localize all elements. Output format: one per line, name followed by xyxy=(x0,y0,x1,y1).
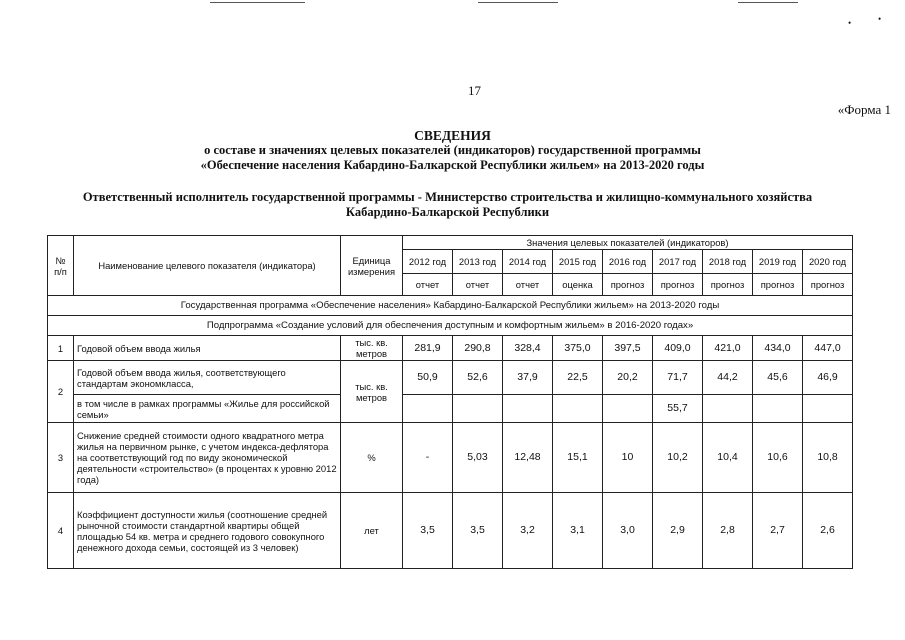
indicators-table xyxy=(47,235,853,569)
row-sub-value xyxy=(453,395,503,423)
row-value: 447,0 xyxy=(803,336,853,361)
row-value: 281,9 xyxy=(403,336,453,361)
header-year: 2017 год xyxy=(653,250,703,274)
scan-artifact-line xyxy=(478,2,558,3)
row-value: 22,5 xyxy=(553,361,603,395)
title-line-1: о составе и значениях целевых показателей (индикаторов) государственной программы xyxy=(204,143,701,157)
row-value: 50,9 xyxy=(403,361,453,395)
executor-line-1: Ответственный исполнитель государственной программы - Министерство строительства и жилищно-коммунального хозяйства xyxy=(82,190,813,204)
row-value: 45,6 xyxy=(753,361,803,395)
header-year: 2016 год xyxy=(603,250,653,274)
header-status: прогноз xyxy=(803,274,853,296)
row-name: Годовой объем ввода жилья xyxy=(74,336,341,361)
row-sub-value xyxy=(553,395,603,423)
row-value: 71,7 xyxy=(653,361,703,395)
row-sub-value xyxy=(753,395,803,423)
row-unit: лет xyxy=(341,493,403,569)
page-number: 17 xyxy=(468,83,481,98)
row-value: 52,6 xyxy=(453,361,503,395)
row-value: 10,4 xyxy=(703,423,753,493)
table-row xyxy=(48,361,853,395)
row-value: 2,9 xyxy=(653,493,703,569)
row-name: Снижение средней стоимости одного квадратного метра жилья на первичном рынке, с учетом индекса-дефлятора на соответствующий год по виду экономической деятельности «строительство» (в процентах к уровню 2012 года) xyxy=(74,423,341,493)
header-status: прогноз xyxy=(753,274,803,296)
row-value: 10,8 xyxy=(803,423,853,493)
row-num: 3 xyxy=(48,423,74,493)
table-row xyxy=(48,423,853,493)
header-year: 2018 год xyxy=(703,250,753,274)
row-value: 3,0 xyxy=(603,493,653,569)
header-year: 2020 год xyxy=(803,250,853,274)
program-row: Государственная программа «Обеспечение населения» Кабардино-Балкарской Республики жильем» на 2013-2020 годы xyxy=(48,296,853,316)
row-value: 375,0 xyxy=(553,336,603,361)
header-status: отчет xyxy=(453,274,503,296)
row-value: 15,1 xyxy=(553,423,603,493)
row-value: 397,5 xyxy=(603,336,653,361)
row-value: 290,8 xyxy=(453,336,503,361)
row-value: 3,2 xyxy=(503,493,553,569)
row-unit: % xyxy=(341,423,403,493)
row-value: 10,2 xyxy=(653,423,703,493)
row-value: 2,8 xyxy=(703,493,753,569)
scan-artifact-line xyxy=(210,2,305,3)
row-value: 328,4 xyxy=(503,336,553,361)
row-value: 421,0 xyxy=(703,336,753,361)
row-sub-value xyxy=(603,395,653,423)
subprogram-row: Подпрограмма «Создание условий для обеспечения доступным и комфортным жильем» в 2016-2020 годах» xyxy=(48,316,853,336)
row-name: Коэффициент доступности жилья (соотношение средней рыночной стоимости стандартной квартиры общей площадью 54 кв. метра и среднего годового совокупного денежного дохода семьи, состоящей из 3 человек) xyxy=(74,493,341,569)
header-status: прогноз xyxy=(703,274,753,296)
header-status: прогноз xyxy=(603,274,653,296)
table-row xyxy=(48,336,853,361)
scan-artifact-mark: • xyxy=(878,14,882,24)
row-value: 20,2 xyxy=(603,361,653,395)
header-year: 2012 год xyxy=(403,250,453,274)
header-values-group: Значения целевых показателей (индикаторов) xyxy=(403,236,853,250)
row-num: 4 xyxy=(48,493,74,569)
header-year: 2013 год xyxy=(453,250,503,274)
row-num: 2 xyxy=(48,361,74,423)
row-value: 409,0 xyxy=(653,336,703,361)
header-year: 2014 год xyxy=(503,250,553,274)
row-value: 12,48 xyxy=(503,423,553,493)
title-line-2: «Обеспечение населения Кабардино-Балкарской Республики жильем» на 2013-2020 годы xyxy=(200,158,705,172)
row-value: - xyxy=(403,423,453,493)
row-value: 37,9 xyxy=(503,361,553,395)
header-status: отчет xyxy=(503,274,553,296)
header-year: 2019 год xyxy=(753,250,803,274)
row-unit: тыс. кв. метров xyxy=(341,336,403,361)
row-value: 46,9 xyxy=(803,361,853,395)
row-value: 2,7 xyxy=(753,493,803,569)
title-heading: СВЕДЕНИЯ xyxy=(414,128,491,143)
row-value: 10,6 xyxy=(753,423,803,493)
row-sub-value xyxy=(703,395,753,423)
row-value: 10 xyxy=(603,423,653,493)
row-sub-value xyxy=(403,395,453,423)
row-value: 3,5 xyxy=(453,493,503,569)
scan-artifact-mark: • xyxy=(848,18,852,28)
row-value: 3,5 xyxy=(403,493,453,569)
header-status: отчет xyxy=(403,274,453,296)
row-value: 434,0 xyxy=(753,336,803,361)
header-year: 2015 год xyxy=(553,250,603,274)
form-label: «Форма 1 xyxy=(837,102,891,117)
header-name: Наименование целевого показателя (индикатора) xyxy=(74,236,341,296)
header-status: прогноз xyxy=(653,274,703,296)
row-sub-name: в том числе в рамках программы «Жилье для российской семьи» xyxy=(74,395,341,423)
header-num: № п/п xyxy=(48,236,74,296)
row-num: 1 xyxy=(48,336,74,361)
row-sub-value xyxy=(803,395,853,423)
row-name: Годовой объем ввода жилья, соответствующего стандартам экономкласса, xyxy=(74,361,341,395)
row-sub-value: 55,7 xyxy=(653,395,703,423)
scan-artifact-line xyxy=(738,2,798,3)
executor-line-2: Кабардино-Балкарской Республики xyxy=(345,205,550,219)
row-value: 5,03 xyxy=(453,423,503,493)
row-value: 44,2 xyxy=(703,361,753,395)
document-title xyxy=(0,128,905,173)
row-sub-value xyxy=(503,395,553,423)
header-status: оценка xyxy=(553,274,603,296)
table-row xyxy=(48,493,853,569)
header-unit: Единица измерения xyxy=(341,236,403,296)
row-unit: тыс. кв. метров xyxy=(341,361,403,423)
responsible-executor xyxy=(40,190,855,220)
row-value: 2,6 xyxy=(803,493,853,569)
table-subrow xyxy=(48,395,853,423)
row-value: 3,1 xyxy=(553,493,603,569)
